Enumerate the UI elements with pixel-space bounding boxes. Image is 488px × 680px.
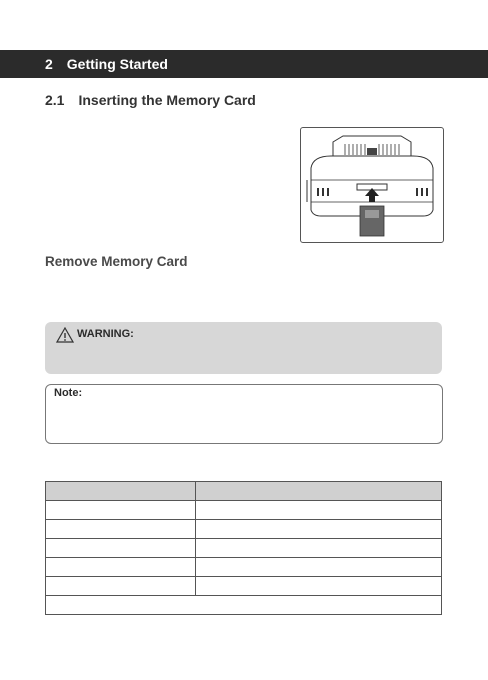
remove-card-heading: Remove Memory Card (45, 254, 188, 269)
table-row (46, 520, 442, 539)
table-footer-row (46, 596, 442, 615)
table-row (46, 501, 442, 520)
table-cell (196, 501, 442, 520)
warning-triangle-icon (56, 327, 74, 347)
table-footer-cell (46, 596, 442, 615)
table-cell (196, 558, 442, 577)
table-cell (196, 539, 442, 558)
section-title: Inserting the Memory Card (78, 92, 256, 108)
table-header-cell (196, 482, 442, 501)
dashcam-illustration (301, 128, 443, 242)
note-box (45, 384, 443, 444)
table-header-row (46, 482, 442, 501)
table-cell (196, 577, 442, 596)
warning-label: WARNING: (77, 328, 134, 340)
table-cell (46, 577, 196, 596)
spec-table (45, 481, 442, 615)
table-row (46, 577, 442, 596)
table-cell (46, 558, 196, 577)
section-number: 2.1 (45, 92, 65, 108)
section-heading (45, 92, 256, 108)
warning-box (45, 322, 442, 374)
memory-card-insertion-figure (300, 127, 444, 243)
table-row (46, 558, 442, 577)
note-label: Note: (54, 387, 83, 399)
chapter-header-bar (0, 50, 488, 78)
table-header-cell (46, 482, 196, 501)
chapter-number: 2 (45, 56, 53, 72)
table-cell (46, 501, 196, 520)
table-cell (46, 539, 196, 558)
table-cell (196, 520, 442, 539)
table-cell (46, 520, 196, 539)
chapter-title: Getting Started (66, 56, 168, 72)
table-row (46, 539, 442, 558)
